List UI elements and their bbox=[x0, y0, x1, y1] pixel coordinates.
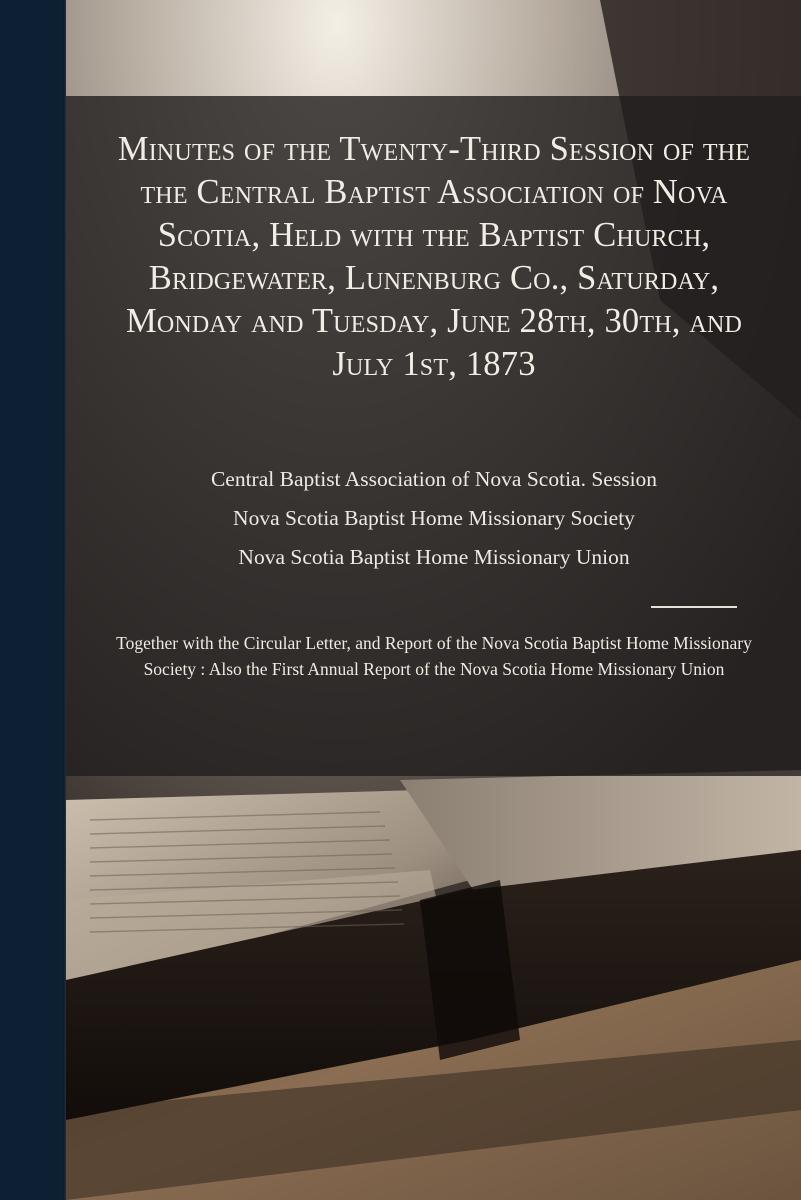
cover-spine-bar bbox=[0, 0, 66, 1200]
author-list bbox=[96, 460, 772, 577]
divider-rule bbox=[651, 606, 737, 608]
book-subtitle: Together with the Circular Letter, and Report of the Nova Scotia Baptist Home Missionary Society : Also the First Annual Report of the Nova Scotia Home Missionary Union bbox=[116, 633, 752, 679]
author-2: Nova Scotia Baptist Home Missionary Society bbox=[233, 506, 635, 530]
book-title: Minutes of the Twenty-Third Session of the the Central Baptist Association of Nova Scotia, Held with the Baptist Church, Bridgewater, Lunenburg Co., Saturday, Monday and Tuesday, June 28th, 30th, and July 1st, 1873 bbox=[117, 130, 751, 383]
author-1: Central Baptist Association of Nova Scotia. Session bbox=[210, 467, 658, 491]
author-3: Nova Scotia Baptist Home Missionary Union bbox=[238, 545, 630, 569]
